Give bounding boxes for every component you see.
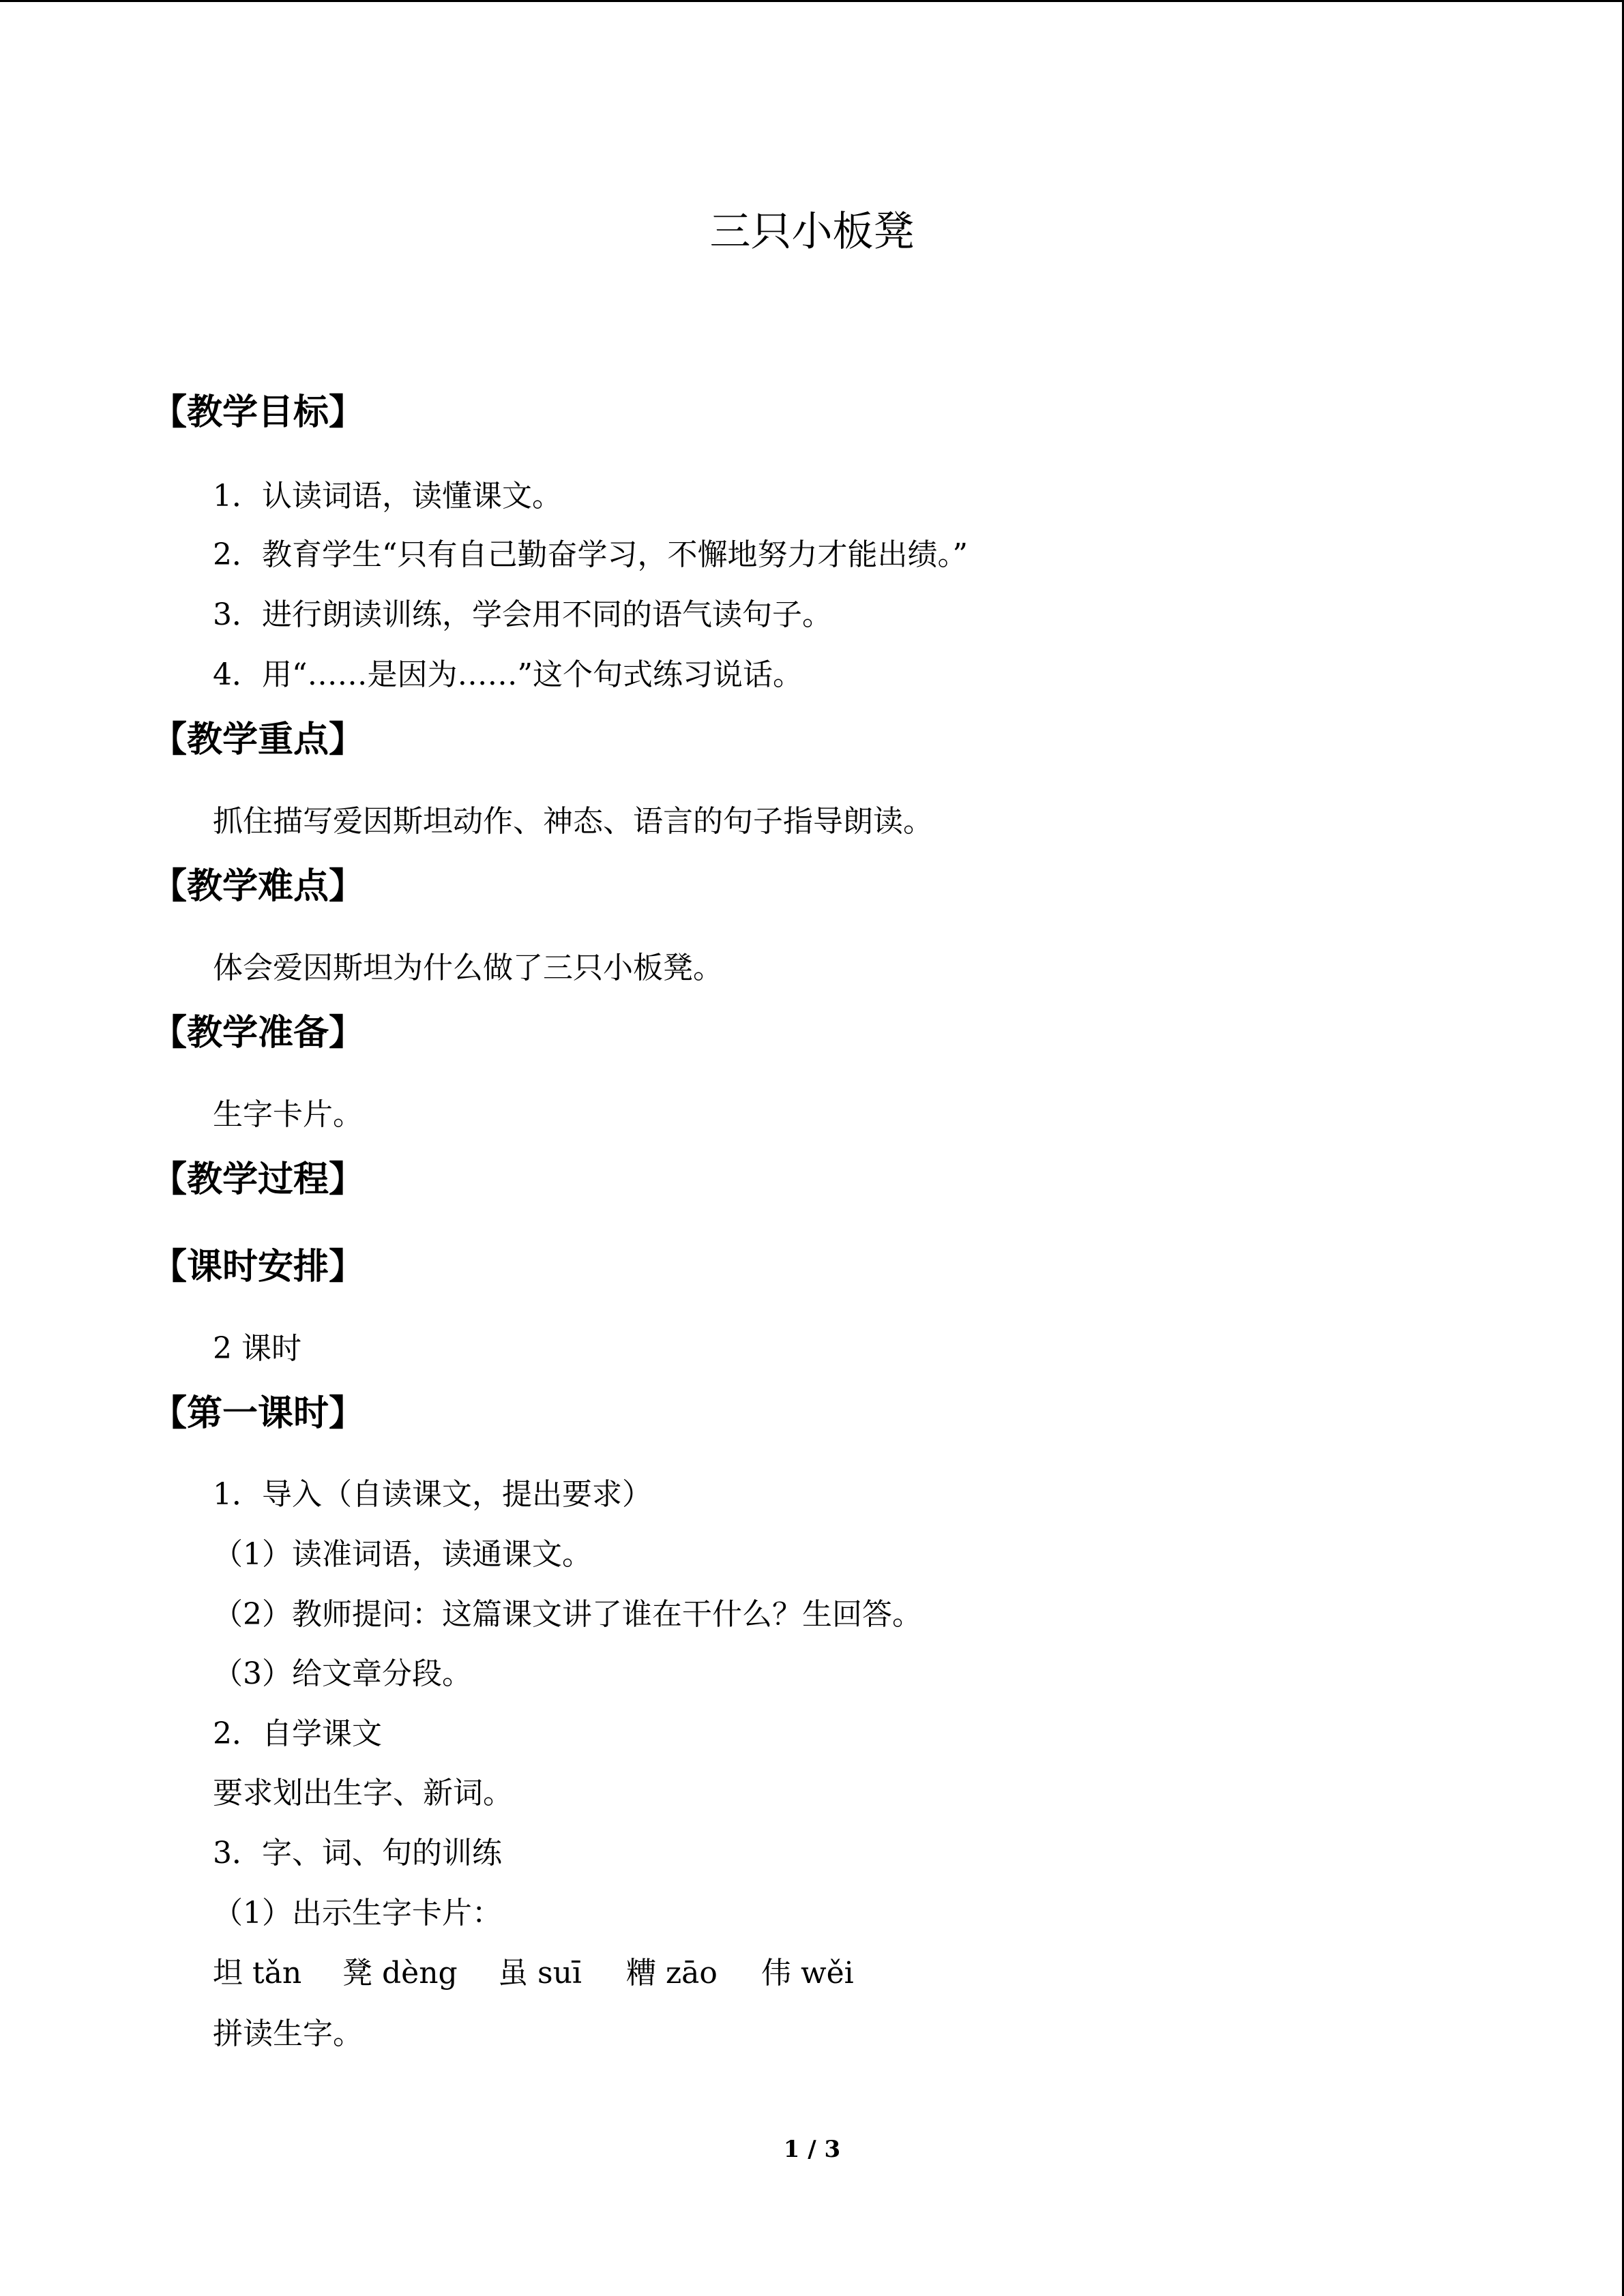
objective-item-3: 3．进行朗读训练，学会用不同的语气读句子。 [213, 597, 832, 632]
heading-schedule: 【课时安排】 [151, 1247, 365, 1287]
heading-objectives: 【教学目标】 [151, 392, 365, 433]
heading-process: 【教学过程】 [151, 1159, 365, 1200]
first-lesson-line-1: 1．导入（自读课文，提出要求） [213, 1477, 652, 1512]
first-lesson-line-5: 2．自学课文 [213, 1716, 382, 1751]
pinyin-item: 伟 wěi [761, 1956, 854, 1991]
heading-difficulties: 【教学难点】 [151, 866, 365, 907]
difficulties-text: 体会爱因斯坦为什么做了三只小板凳。 [213, 951, 723, 985]
first-lesson-line-8: （1）出示生字卡片： [213, 1896, 502, 1930]
pinyin-item: 凳 dèng [342, 1956, 458, 1991]
first-lesson-line-4: （3）给文章分段。 [213, 1656, 472, 1691]
objective-item-2: 2．教育学生“只有自己勤奋学习，不懈地努力才能出绩。” [213, 537, 968, 572]
document-title: 三只小板凳 [709, 208, 915, 256]
page-number: 1 / 3 [783, 2136, 841, 2163]
heading-key-points: 【教学重点】 [151, 719, 365, 760]
first-lesson-line-7: 3．字、词、句的训练 [213, 1836, 502, 1870]
pinyin-item: 坦 tǎn [213, 1956, 302, 1991]
pinyin-item: 糟 zāo [626, 1956, 718, 1991]
first-lesson-after-pinyin: 拼读生字。 [213, 2016, 363, 2051]
first-lesson-line-3: （2）教师提问：这篇课文讲了谁在干什么？生回答。 [213, 1597, 922, 1632]
preparation-text: 生字卡片。 [213, 1097, 363, 1132]
objective-item-4: 4．用“……是因为……”这个句式练习说话。 [213, 657, 803, 692]
key-points-text: 抓住描写爱因斯坦动作、神态、语言的句子指导朗读。 [213, 804, 933, 839]
page-top-border [0, 0, 1624, 2]
first-lesson-line-6: 要求划出生字、新词。 [213, 1776, 513, 1810]
heading-preparation: 【教学准备】 [151, 1013, 365, 1054]
heading-first-lesson: 【第一课时】 [151, 1393, 365, 1434]
schedule-text: 2 课时 [213, 1331, 301, 1366]
objective-item-1: 1．认读词语，读懂课文。 [213, 479, 562, 513]
pinyin-item: 虽 suī [498, 1956, 582, 1991]
first-lesson-line-2: （1）读准词语，读通课文。 [213, 1537, 592, 1572]
